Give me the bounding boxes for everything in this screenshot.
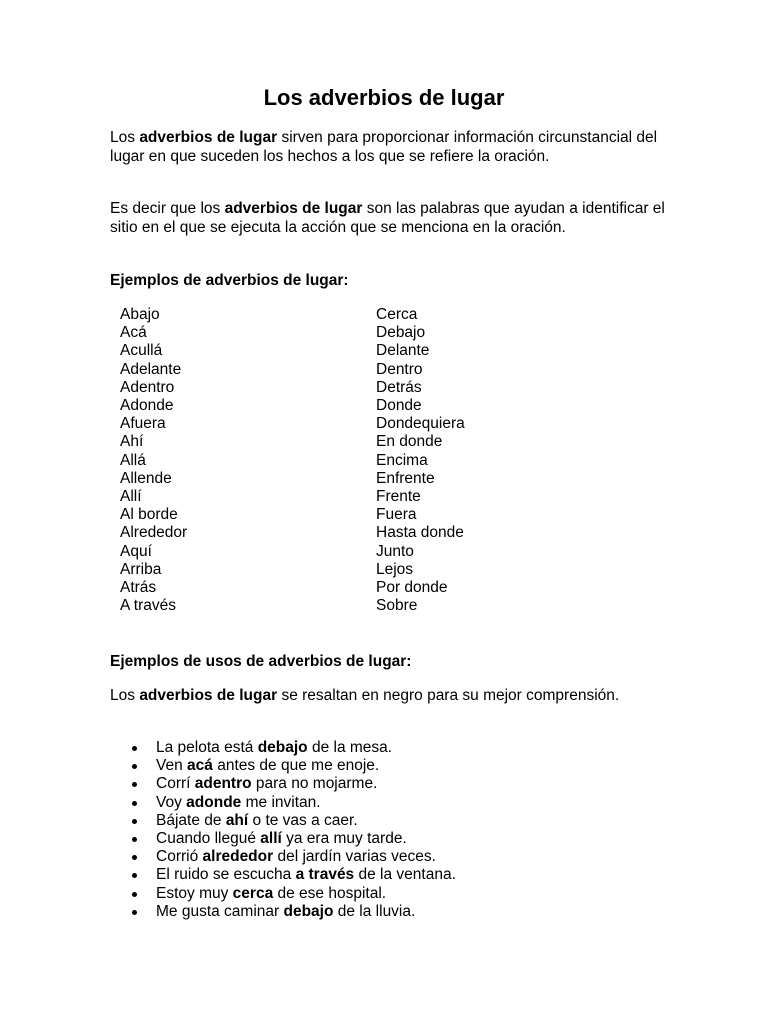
adverb-item: Sobre: [376, 597, 418, 615]
intro-text: Los: [110, 129, 140, 146]
sentence-text: de la mesa.: [307, 739, 393, 756]
adverb-item: Acá: [120, 324, 147, 342]
adverb-item: A través: [120, 597, 176, 615]
sentence-text: antes de que me enoje.: [212, 757, 380, 775]
intro-paragraph-1: [110, 128, 670, 166]
intro-bold-term: adverbios de lugar: [139, 129, 278, 146]
adverb-item: Alrededor: [120, 524, 188, 542]
example-sentence: [110, 848, 456, 866]
page-title: Los adverbios de lugar: [263, 85, 505, 110]
sentence-text: o te vas a caer.: [248, 811, 358, 829]
sentence-adverb: adentro: [194, 775, 252, 793]
adverb-item: Dondequiera: [376, 415, 465, 433]
adverb-item: Por donde: [376, 579, 448, 597]
adverb-item: Junto: [376, 542, 414, 560]
adverb-item: Hasta donde: [376, 524, 464, 542]
usage-note-text: Los: [110, 687, 140, 704]
adverbs-right-column: [376, 306, 465, 615]
sentence-adverb: adonde: [186, 793, 242, 811]
intro-paragraph-2: [110, 199, 670, 237]
sentence-adverb: debajo: [257, 739, 308, 756]
example-sentence: [110, 812, 456, 830]
adverb-item: Donde: [376, 397, 422, 415]
example-sentence: [110, 775, 456, 793]
adverb-item: En donde: [376, 433, 443, 451]
adverb-item: Allá: [120, 451, 146, 469]
adverb-item: Afuera: [120, 415, 166, 433]
example-sentence: [110, 739, 456, 757]
adverb-item: Adentro: [120, 378, 175, 396]
adverb-item: Aquí: [120, 542, 152, 560]
adverb-item: Al borde: [120, 506, 178, 524]
adverb-item: Encima: [376, 451, 428, 469]
sentence-text: Me gusta caminar: [156, 902, 284, 920]
example-sentences-list: [110, 739, 456, 921]
sentence-text: me invitan.: [241, 793, 321, 811]
sentence-text: Ven: [156, 757, 188, 775]
sentence-text: Estoy muy: [156, 884, 233, 902]
adverb-item: Debajo: [376, 324, 426, 342]
adverb-item: Adelante: [120, 360, 182, 378]
sentence-adverb: alrededor: [202, 848, 274, 866]
bullet-icon: [132, 892, 137, 897]
usage-note-text: se resaltan en negro para su mejor comprensión.: [277, 687, 620, 704]
sentence-adverb: allí: [260, 830, 282, 848]
bullet-icon: [132, 873, 137, 878]
bullet-icon: [132, 819, 137, 824]
bullet-icon: [132, 801, 137, 806]
sentence-text: de ese hospital.: [273, 884, 387, 902]
adverb-item: Frente: [376, 488, 421, 506]
usage-note-bold-term: adverbios de lugar: [139, 687, 278, 704]
adverb-item: Dentro: [376, 360, 423, 378]
sentence-text: ya era muy tarde.: [281, 830, 407, 848]
adverb-item: Cerca: [376, 306, 418, 323]
sentence-text: El ruido se escucha: [156, 866, 296, 884]
bullet-icon: [132, 746, 137, 751]
adverb-item: Enfrente: [376, 469, 435, 487]
adverb-item: Allí: [120, 488, 142, 506]
sentence-text: Cuando llegué: [156, 830, 261, 848]
sentence-text: de la ventana.: [354, 866, 456, 884]
sentence-text: para no mojarme.: [251, 775, 378, 793]
bullet-icon: [132, 910, 137, 915]
example-sentence: [110, 903, 456, 921]
usage-note: [110, 686, 670, 705]
sentence-text: Voy: [156, 793, 187, 811]
example-sentence: [110, 885, 456, 903]
sentence-text: de la lluvia.: [333, 902, 416, 920]
sentence-adverb: ahí: [225, 811, 249, 829]
sentence-text: Corrí: [156, 775, 195, 793]
sentence-adverb: debajo: [283, 902, 334, 920]
intro-text: sirven para proporcionar información circunstancial del lugar en que suceden los hechos a los que se refiere la oración.: [110, 129, 658, 165]
sentence-text: Corrió: [156, 848, 203, 866]
intro-text: son las palabras que ayudan a identificar el sitio en el que se ejecuta la acción que se menciona en la oración.: [110, 200, 665, 236]
adverbs-left-column: [120, 306, 187, 615]
adverb-item: Abajo: [120, 306, 160, 323]
example-sentence: [110, 830, 456, 848]
adverb-item: Adonde: [120, 397, 174, 415]
examples-heading: Ejemplos de adverbios de lugar:: [110, 272, 349, 289]
adverb-item: Atrás: [120, 579, 157, 597]
bullet-icon: [132, 837, 137, 842]
sentence-text: Bájate de: [156, 811, 226, 829]
sentence-adverb: acá: [187, 757, 213, 775]
usage-heading: Ejemplos de usos de adverbios de lugar:: [110, 653, 412, 670]
adverb-item: Allende: [120, 469, 172, 487]
adverb-item: Acullá: [120, 342, 163, 360]
example-sentence: [110, 757, 456, 775]
bullet-icon: [132, 782, 137, 787]
sentence-adverb: cerca: [232, 884, 274, 902]
intro-bold-term: adverbios de lugar: [224, 200, 363, 217]
example-sentence: [110, 866, 456, 884]
adverb-item: Detrás: [376, 378, 422, 396]
adverb-item: Lejos: [376, 560, 414, 578]
example-sentence: [110, 794, 456, 812]
sentence-adverb: a través: [295, 866, 355, 884]
sentence-text: La pelota está: [156, 739, 258, 756]
bullet-icon: [132, 764, 137, 769]
bullet-icon: [132, 855, 137, 860]
sentence-text: del jardín varias veces.: [273, 848, 436, 866]
adverb-item: Fuera: [376, 506, 417, 524]
adverb-item: Delante: [376, 342, 430, 360]
adverb-item: Arriba: [120, 560, 162, 578]
adverb-item: Ahí: [120, 433, 144, 451]
intro-text: Es decir que los: [110, 200, 225, 217]
